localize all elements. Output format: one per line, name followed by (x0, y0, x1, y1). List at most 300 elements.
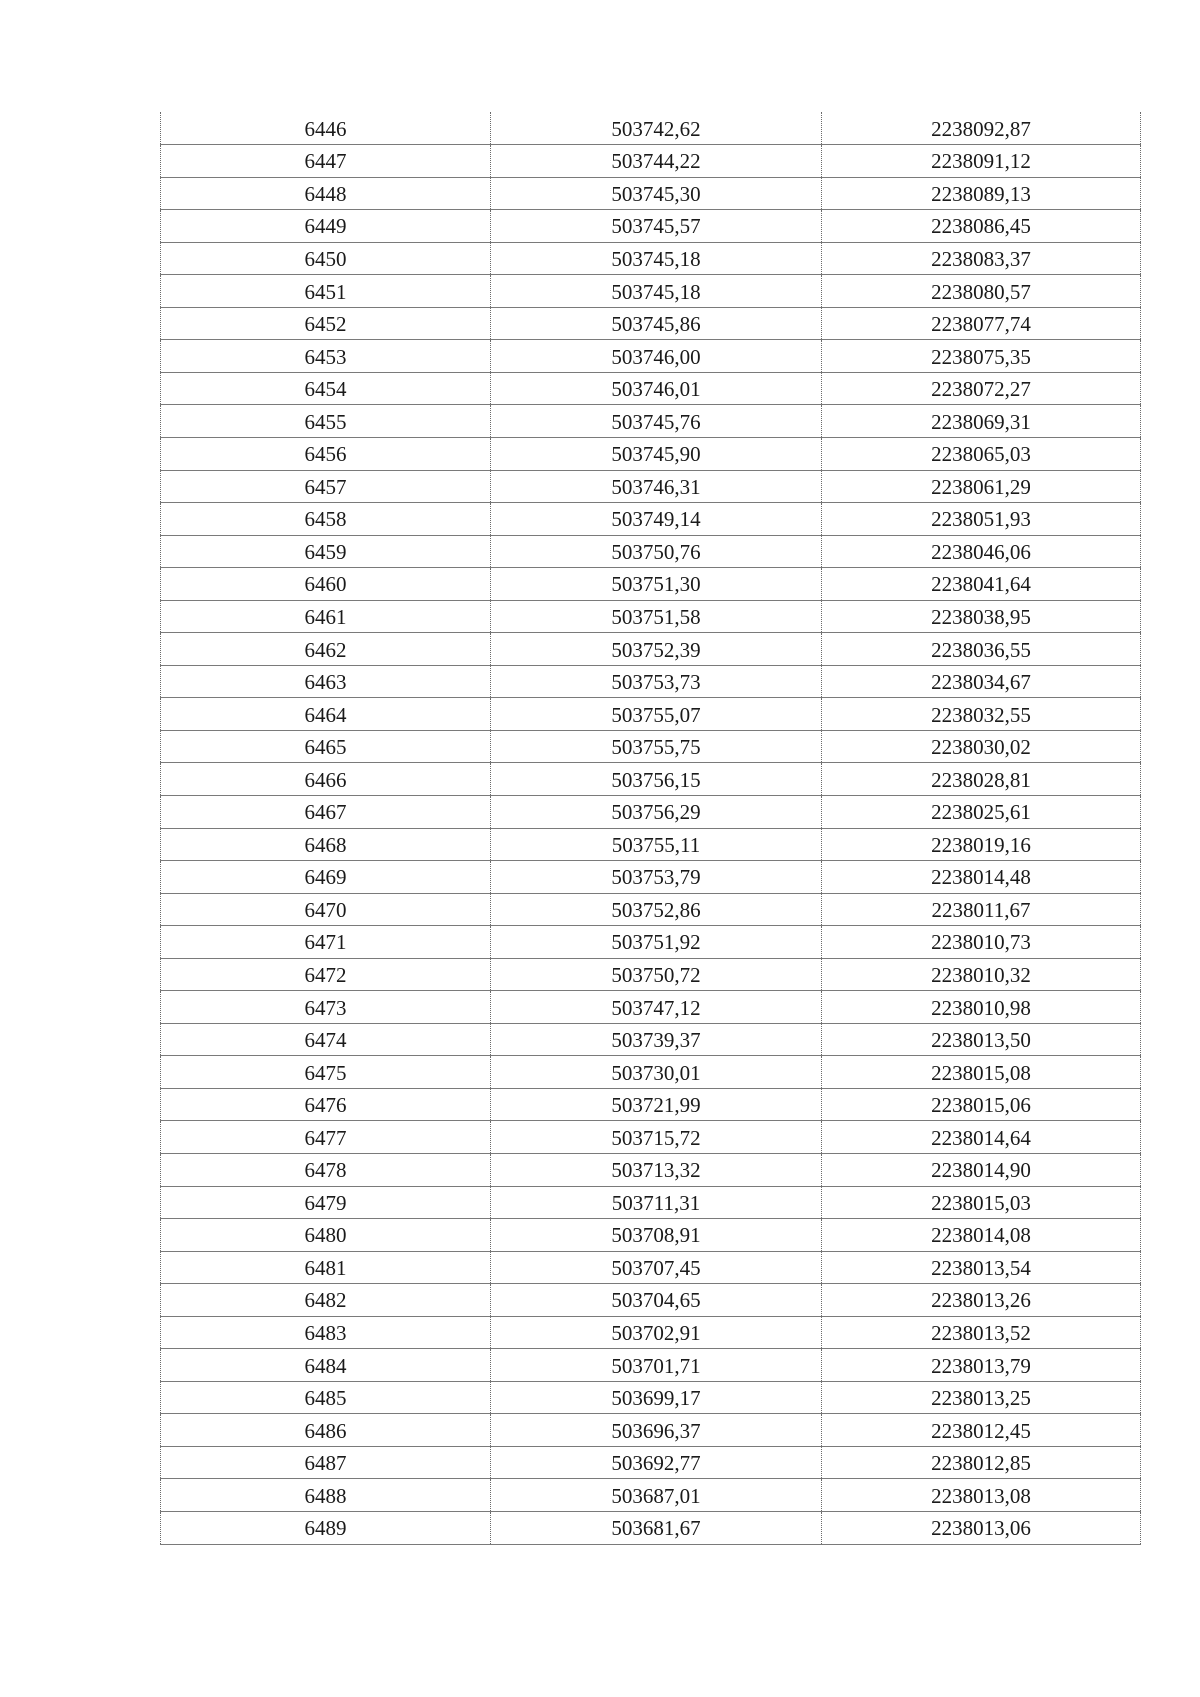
table-row (161, 372, 1141, 405)
table-row (161, 1316, 1141, 1349)
point-number-cell (161, 861, 491, 894)
point-number-text: 6478 (304, 1158, 347, 1183)
x-coordinate-cell (491, 177, 822, 210)
table-row (161, 1186, 1141, 1219)
point-number-cell (161, 763, 491, 796)
x-coordinate-cell (491, 405, 822, 438)
x-coordinate-text: 503750,72 (611, 962, 701, 987)
table-row (161, 1349, 1141, 1382)
point-number-cell (161, 210, 491, 243)
table-row (161, 535, 1141, 568)
table-row (161, 1414, 1141, 1447)
point-number-text: 6488 (304, 1483, 347, 1508)
x-coordinate-text: 503753,79 (611, 865, 701, 890)
y-coordinate-text: 2238086,45 (931, 214, 1031, 239)
x-coordinate-cell (491, 437, 822, 470)
y-coordinate-text: 2238012,45 (931, 1418, 1031, 1443)
y-coordinate-cell (822, 503, 1141, 536)
point-number-cell (161, 1219, 491, 1252)
point-number-cell (161, 1349, 491, 1382)
table-row (161, 633, 1141, 666)
table-row (161, 307, 1141, 340)
x-coordinate-text: 503687,01 (611, 1483, 701, 1508)
point-number-text: 6451 (304, 279, 347, 304)
x-coordinate-cell (491, 1251, 822, 1284)
y-coordinate-text: 2238013,26 (931, 1288, 1031, 1313)
y-coordinate-cell (822, 1284, 1141, 1317)
x-coordinate-text: 503749,14 (611, 507, 701, 532)
y-coordinate-text: 2238013,06 (931, 1516, 1031, 1541)
x-coordinate-cell (491, 665, 822, 698)
point-number-cell (161, 1512, 491, 1545)
point-number-cell (161, 535, 491, 568)
x-coordinate-text: 503708,91 (611, 1223, 701, 1248)
point-number-cell (161, 405, 491, 438)
y-coordinate-text: 2238010,98 (931, 995, 1031, 1020)
point-number-text: 6466 (304, 767, 347, 792)
y-coordinate-text: 2238046,06 (931, 539, 1031, 564)
x-coordinate-cell (491, 1316, 822, 1349)
y-coordinate-cell (822, 991, 1141, 1024)
point-number-cell (161, 1381, 491, 1414)
y-coordinate-cell (822, 1512, 1141, 1545)
point-number-text: 6480 (304, 1223, 347, 1248)
y-coordinate-text: 2238061,29 (931, 474, 1031, 499)
y-coordinate-cell (822, 795, 1141, 828)
point-number-cell (161, 1479, 491, 1512)
y-coordinate-text: 2238013,08 (931, 1483, 1031, 1508)
table-row (161, 1219, 1141, 1252)
x-coordinate-cell (491, 1414, 822, 1447)
y-coordinate-text: 2238030,02 (931, 735, 1031, 760)
table-row (161, 958, 1141, 991)
table-row (161, 1446, 1141, 1479)
y-coordinate-cell (822, 177, 1141, 210)
point-number-text: 6474 (304, 1028, 347, 1053)
y-coordinate-cell (822, 470, 1141, 503)
table-row (161, 470, 1141, 503)
point-number-cell (161, 1186, 491, 1219)
point-number-text: 6461 (304, 604, 347, 629)
x-coordinate-cell (491, 730, 822, 763)
y-coordinate-text: 2238080,57 (931, 279, 1031, 304)
point-number-text: 6486 (304, 1418, 347, 1443)
table-row (161, 1512, 1141, 1545)
y-coordinate-text: 2238072,27 (931, 377, 1031, 402)
y-coordinate-cell (822, 568, 1141, 601)
y-coordinate-text: 2238013,54 (931, 1255, 1031, 1280)
x-coordinate-cell (491, 1154, 822, 1187)
table-row (161, 861, 1141, 894)
point-number-cell (161, 698, 491, 731)
point-number-text: 6462 (304, 637, 347, 662)
point-number-text: 6489 (304, 1516, 347, 1541)
point-number-text: 6469 (304, 865, 347, 890)
x-coordinate-text: 503751,30 (611, 572, 701, 597)
table-row (161, 1023, 1141, 1056)
x-coordinate-cell (491, 1349, 822, 1382)
y-coordinate-cell (822, 665, 1141, 698)
y-coordinate-text: 2238013,52 (931, 1321, 1031, 1345)
table-row (161, 893, 1141, 926)
x-coordinate-cell (491, 1023, 822, 1056)
x-coordinate-text: 503692,77 (611, 1451, 701, 1476)
x-coordinate-text: 503704,65 (611, 1288, 701, 1313)
y-coordinate-text: 2238069,31 (931, 409, 1031, 434)
point-number-text: 6467 (304, 800, 347, 825)
y-coordinate-text: 2238089,13 (931, 181, 1031, 206)
x-coordinate-text: 503756,15 (611, 767, 701, 792)
x-coordinate-text: 503752,39 (611, 637, 701, 662)
y-coordinate-cell (822, 275, 1141, 308)
x-coordinate-text: 503753,73 (611, 670, 701, 695)
point-number-text: 6483 (304, 1321, 347, 1345)
x-coordinate-text: 503721,99 (611, 1093, 701, 1118)
point-number-text: 6455 (304, 409, 347, 434)
x-coordinate-cell (491, 795, 822, 828)
x-coordinate-cell (491, 991, 822, 1024)
y-coordinate-cell (822, 1056, 1141, 1089)
y-coordinate-cell (822, 340, 1141, 373)
x-coordinate-text: 503756,29 (611, 800, 701, 825)
point-number-cell (161, 1446, 491, 1479)
y-coordinate-cell (822, 372, 1141, 405)
table-row (161, 242, 1141, 275)
table-row (161, 1056, 1141, 1089)
x-coordinate-text: 503751,92 (611, 930, 701, 955)
x-coordinate-cell (491, 1056, 822, 1089)
y-coordinate-text: 2238010,32 (931, 962, 1031, 987)
table-row (161, 568, 1141, 601)
y-coordinate-text: 2238015,06 (931, 1093, 1031, 1118)
y-coordinate-cell (822, 763, 1141, 796)
x-coordinate-cell (491, 1446, 822, 1479)
x-coordinate-cell (491, 926, 822, 959)
y-coordinate-text: 2238051,93 (931, 507, 1031, 532)
x-coordinate-cell (491, 633, 822, 666)
point-number-text: 6476 (304, 1093, 347, 1118)
y-coordinate-cell (822, 1121, 1141, 1154)
x-coordinate-text: 503707,45 (611, 1255, 701, 1280)
x-coordinate-text: 503745,90 (611, 442, 701, 467)
y-coordinate-text: 2238065,03 (931, 442, 1031, 467)
point-number-cell (161, 503, 491, 536)
point-number-cell (161, 112, 491, 145)
table-row (161, 600, 1141, 633)
y-coordinate-cell (822, 698, 1141, 731)
y-coordinate-text: 2238013,79 (931, 1353, 1031, 1378)
point-number-cell (161, 145, 491, 178)
x-coordinate-text: 503739,37 (611, 1028, 701, 1053)
x-coordinate-text: 503746,00 (611, 344, 701, 369)
y-coordinate-cell (822, 893, 1141, 926)
y-coordinate-cell (822, 112, 1141, 145)
x-coordinate-cell (491, 568, 822, 601)
point-number-text: 6452 (304, 312, 347, 337)
point-number-cell (161, 633, 491, 666)
y-coordinate-cell (822, 405, 1141, 438)
x-coordinate-cell (491, 698, 822, 731)
y-coordinate-text: 2238010,73 (931, 930, 1031, 955)
point-number-cell (161, 958, 491, 991)
point-number-text: 6463 (304, 670, 347, 695)
point-number-cell (161, 340, 491, 373)
x-coordinate-text: 503755,75 (611, 735, 701, 760)
point-number-text: 6449 (304, 214, 347, 239)
y-coordinate-cell (822, 633, 1141, 666)
table-row (161, 340, 1141, 373)
point-number-cell (161, 372, 491, 405)
point-number-cell (161, 242, 491, 275)
y-coordinate-cell (822, 145, 1141, 178)
point-number-text: 6456 (304, 442, 347, 467)
table-row (161, 828, 1141, 861)
y-coordinate-cell (822, 1349, 1141, 1382)
point-number-text: 6482 (304, 1288, 347, 1313)
x-coordinate-cell (491, 535, 822, 568)
y-coordinate-text: 2238032,55 (931, 702, 1031, 727)
point-number-cell (161, 926, 491, 959)
x-coordinate-cell (491, 861, 822, 894)
x-coordinate-cell (491, 340, 822, 373)
y-coordinate-text: 2238019,16 (931, 832, 1031, 857)
y-coordinate-cell (822, 1219, 1141, 1252)
table-row (161, 991, 1141, 1024)
x-coordinate-cell (491, 1479, 822, 1512)
table-row (161, 210, 1141, 243)
x-coordinate-cell (491, 763, 822, 796)
point-number-cell (161, 1023, 491, 1056)
y-coordinate-text: 2238038,95 (931, 604, 1031, 629)
y-coordinate-cell (822, 828, 1141, 861)
point-number-text: 6460 (304, 572, 347, 597)
point-number-text: 6473 (304, 995, 347, 1020)
x-coordinate-text: 503713,32 (611, 1158, 701, 1183)
x-coordinate-cell (491, 1121, 822, 1154)
point-number-cell (161, 307, 491, 340)
x-coordinate-cell (491, 1088, 822, 1121)
x-coordinate-text: 503742,62 (611, 116, 701, 141)
y-coordinate-cell (822, 926, 1141, 959)
point-number-text: 6465 (304, 735, 347, 760)
y-coordinate-text: 2238015,03 (931, 1190, 1031, 1215)
y-coordinate-cell (822, 1154, 1141, 1187)
x-coordinate-cell (491, 275, 822, 308)
x-coordinate-text: 503750,76 (611, 539, 701, 564)
y-coordinate-cell (822, 437, 1141, 470)
point-number-cell (161, 795, 491, 828)
x-coordinate-text: 503747,12 (611, 995, 701, 1020)
x-coordinate-cell (491, 307, 822, 340)
y-coordinate-cell (822, 1381, 1141, 1414)
table-row (161, 1121, 1141, 1154)
x-coordinate-text: 503745,30 (611, 181, 701, 206)
x-coordinate-text: 503745,86 (611, 312, 701, 337)
point-number-text: 6470 (304, 897, 347, 922)
point-number-cell (161, 600, 491, 633)
y-coordinate-text: 2238092,87 (931, 116, 1031, 141)
y-coordinate-text: 2238014,08 (931, 1223, 1031, 1248)
table-row (161, 145, 1141, 178)
x-coordinate-text: 503711,31 (611, 1190, 701, 1215)
x-coordinate-cell (491, 242, 822, 275)
x-coordinate-text: 503746,01 (611, 377, 701, 402)
point-number-cell (161, 991, 491, 1024)
point-number-text: 6484 (304, 1353, 347, 1378)
coordinates-table-container (160, 112, 1140, 1545)
point-number-cell (161, 730, 491, 763)
point-number-cell (161, 1088, 491, 1121)
table-row (161, 1088, 1141, 1121)
y-coordinate-text: 2238012,85 (931, 1451, 1031, 1476)
point-number-cell (161, 1316, 491, 1349)
point-number-text: 6477 (304, 1125, 347, 1150)
x-coordinate-text: 503730,01 (611, 1060, 701, 1085)
point-number-text: 6471 (304, 930, 347, 955)
x-coordinate-text: 503745,18 (611, 246, 701, 271)
y-coordinate-text: 2238083,37 (931, 246, 1031, 271)
point-number-cell (161, 1284, 491, 1317)
table-row (161, 1284, 1141, 1317)
table-row (161, 730, 1141, 763)
point-number-text: 6464 (304, 702, 347, 727)
y-coordinate-cell (822, 1251, 1141, 1284)
x-coordinate-text: 503751,58 (611, 604, 701, 629)
point-number-text: 6475 (304, 1060, 347, 1085)
y-coordinate-cell (822, 1479, 1141, 1512)
point-number-cell (161, 1414, 491, 1447)
table-row (161, 112, 1141, 145)
y-coordinate-cell (822, 1414, 1141, 1447)
table-row (161, 503, 1141, 536)
table-row (161, 1154, 1141, 1187)
x-coordinate-cell (491, 112, 822, 145)
x-coordinate-cell (491, 470, 822, 503)
x-coordinate-cell (491, 1512, 822, 1545)
table-row (161, 1479, 1141, 1512)
table-row (161, 698, 1141, 731)
y-coordinate-cell (822, 1446, 1141, 1479)
point-number-cell (161, 828, 491, 861)
table-row (161, 926, 1141, 959)
x-coordinate-cell (491, 600, 822, 633)
point-number-cell (161, 1121, 491, 1154)
point-number-text: 6457 (304, 474, 347, 499)
x-coordinate-text: 503696,37 (611, 1418, 701, 1443)
coordinates-table (160, 112, 1141, 1545)
y-coordinate-cell (822, 242, 1141, 275)
x-coordinate-text: 503745,18 (611, 279, 701, 304)
x-coordinate-text: 503744,22 (611, 149, 701, 174)
table-row (161, 763, 1141, 796)
point-number-text: 6458 (304, 507, 347, 532)
point-number-cell (161, 275, 491, 308)
x-coordinate-cell (491, 893, 822, 926)
x-coordinate-text: 503745,57 (611, 214, 701, 239)
y-coordinate-text: 2238028,81 (931, 767, 1031, 792)
x-coordinate-cell (491, 1381, 822, 1414)
y-coordinate-text: 2238034,67 (931, 670, 1031, 695)
point-number-text: 6448 (304, 181, 347, 206)
point-number-cell (161, 437, 491, 470)
y-coordinate-cell (822, 600, 1141, 633)
point-number-cell (161, 665, 491, 698)
y-coordinate-cell (822, 535, 1141, 568)
y-coordinate-text: 2238041,64 (931, 572, 1031, 597)
point-number-text: 6446 (304, 116, 347, 141)
y-coordinate-cell (822, 861, 1141, 894)
y-coordinate-text: 2238014,64 (931, 1125, 1031, 1150)
x-coordinate-text: 503701,71 (611, 1353, 701, 1378)
y-coordinate-text: 2238091,12 (931, 149, 1031, 174)
point-number-text: 6472 (304, 962, 347, 987)
y-coordinate-cell (822, 1316, 1141, 1349)
x-coordinate-cell (491, 210, 822, 243)
point-number-text: 6447 (304, 149, 347, 174)
y-coordinate-text: 2238077,74 (931, 312, 1031, 337)
table-row (161, 1381, 1141, 1414)
table-row (161, 795, 1141, 828)
y-coordinate-text: 2238036,55 (931, 637, 1031, 662)
point-number-text: 6479 (304, 1190, 347, 1215)
y-coordinate-cell (822, 1186, 1141, 1219)
point-number-cell (161, 893, 491, 926)
point-number-text: 6450 (304, 246, 347, 271)
y-coordinate-cell (822, 958, 1141, 991)
point-number-text: 6481 (304, 1255, 347, 1280)
y-coordinate-text: 2238013,50 (931, 1028, 1031, 1053)
x-coordinate-cell (491, 503, 822, 536)
x-coordinate-text: 503752,86 (611, 897, 701, 922)
y-coordinate-text: 2238014,90 (931, 1158, 1031, 1183)
x-coordinate-text: 503715,72 (611, 1125, 701, 1150)
x-coordinate-text: 503745,76 (611, 409, 701, 434)
x-coordinate-cell (491, 1186, 822, 1219)
point-number-text: 6453 (304, 344, 347, 369)
point-number-cell (161, 1154, 491, 1187)
x-coordinate-text: 503746,31 (611, 474, 701, 499)
x-coordinate-cell (491, 958, 822, 991)
coordinates-table-body (161, 112, 1141, 1544)
y-coordinate-cell (822, 1088, 1141, 1121)
point-number-text: 6454 (304, 377, 347, 402)
point-number-cell (161, 1251, 491, 1284)
point-number-text: 6468 (304, 832, 347, 857)
point-number-text: 6485 (304, 1386, 347, 1411)
x-coordinate-text: 503681,67 (611, 1516, 701, 1541)
y-coordinate-cell (822, 730, 1141, 763)
point-number-cell (161, 470, 491, 503)
table-row (161, 275, 1141, 308)
y-coordinate-cell (822, 1023, 1141, 1056)
table-row (161, 665, 1141, 698)
point-number-text: 6459 (304, 539, 347, 564)
x-coordinate-cell (491, 828, 822, 861)
point-number-cell (161, 177, 491, 210)
table-row (161, 437, 1141, 470)
x-coordinate-text: 503755,11 (611, 832, 701, 857)
y-coordinate-cell (822, 307, 1141, 340)
x-coordinate-cell (491, 1219, 822, 1252)
y-coordinate-cell (822, 210, 1141, 243)
point-number-cell (161, 1056, 491, 1089)
y-coordinate-text: 2238011,67 (931, 897, 1031, 922)
y-coordinate-text: 2238015,08 (931, 1060, 1031, 1085)
x-coordinate-cell (491, 1284, 822, 1317)
x-coordinate-cell (491, 145, 822, 178)
table-row (161, 177, 1141, 210)
y-coordinate-text: 2238075,35 (931, 344, 1031, 369)
